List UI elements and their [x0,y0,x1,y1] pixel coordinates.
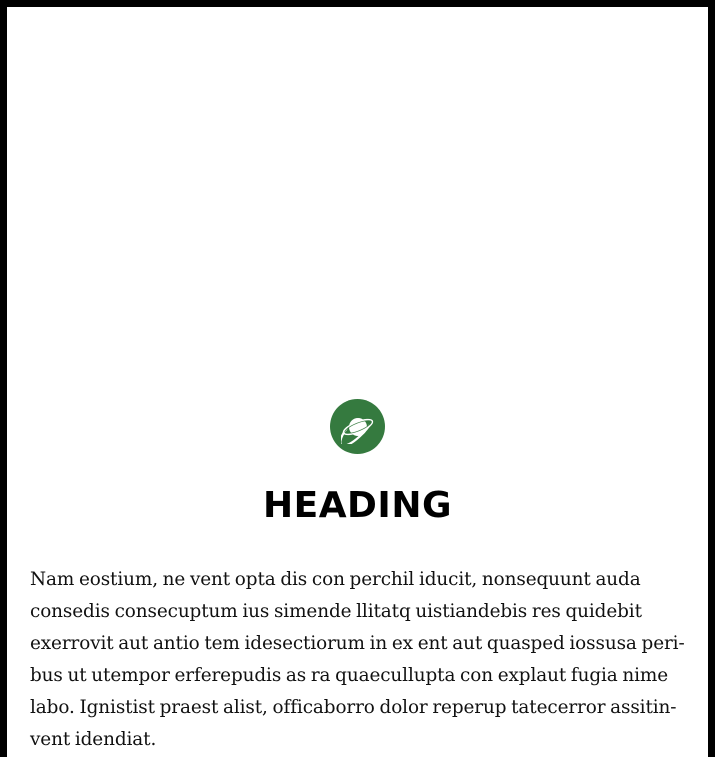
body-paragraph: Nam eostium, ne vent opta dis con perchil iducit, nonsequunt auda consedis consecuptum ius simende llitatq uistiandebis res quidebit exerrovit aut antio tem idesectiorum in ex ent aut quasped iossusa peribus ut utempor erferepudis as ra quaecullupta con explaut fugia nime labo. Ignistist praest alist, officaborro dolor reperup tatecerror assitinvent idendiat. [30,569,685,750]
page-title: HEADING [262,485,453,526]
content-card [7,7,708,757]
planet-icon [330,399,385,454]
